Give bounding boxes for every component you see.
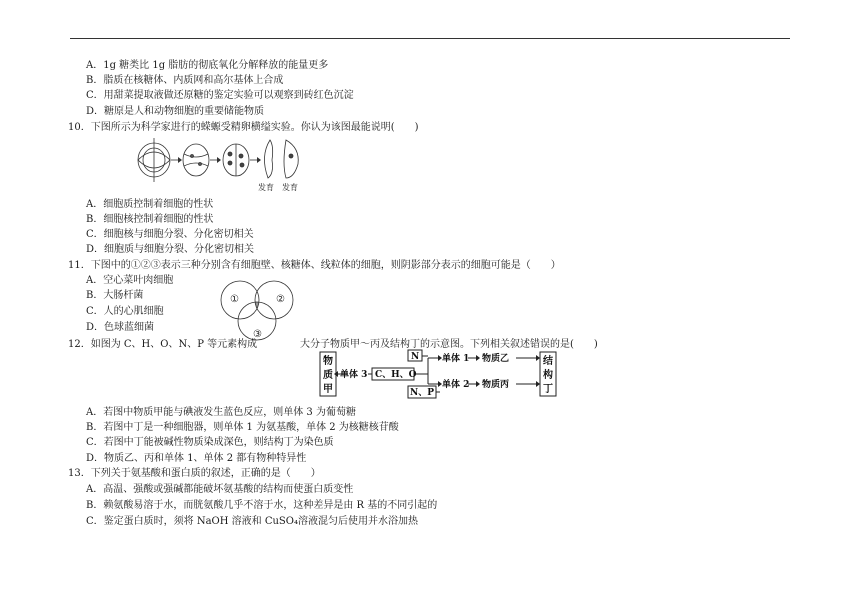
q10-option-d: D．细胞质与细胞分裂、分化密切相关 xyxy=(86,244,255,255)
q10-figure-salamander-egg xyxy=(134,134,314,192)
q13-option-b: B．赖氨酸易溶于水，而胱氨酸几乎不溶于水，这种差异是由 R 基的不同引起的 xyxy=(86,500,438,511)
q11-stem: 11．下图中的①②③表示三种分别含有细胞壁、核糖体、线粒体的细胞，则阴影部分表示的细胞可能是（ ） xyxy=(68,260,561,271)
q12-diagram xyxy=(318,348,558,400)
q9-option-b: B．脂质在核糖体、内质网和高尔基体上合成 xyxy=(86,75,284,86)
box-jia-char-2: 质 xyxy=(323,370,333,381)
label-danti2: 单体 2 xyxy=(442,380,470,390)
q11-option-c: C．人的心肌细胞 xyxy=(86,306,164,317)
q13-option-c: C．鉴定蛋白质时，须将 NaOH 溶液和 CuSO₄溶液混匀后使用并水浴加热 xyxy=(86,516,418,527)
q10-figure-label-1: 发育 xyxy=(258,183,274,192)
q11-option-a: A．空心菜叶肉细胞 xyxy=(86,275,174,286)
label-yi: 物质乙 xyxy=(482,354,510,364)
q12-option-c: C．若图中丁能被碱性物质染成深色，则结构丁为染色质 xyxy=(86,437,334,448)
egg-halves xyxy=(264,140,298,178)
q12-option-d: D．物质乙、丙和单体 1、单体 2 都有物种特异性 xyxy=(86,453,307,464)
egg-stage-1 xyxy=(138,138,170,182)
q10-option-a: A．细胞质控制着细胞的性状 xyxy=(86,199,214,210)
q13-stem: 13．下列关于氨基酸和蛋白质的叙述，正确的是（ ） xyxy=(68,468,321,479)
q10-figure-label-2: 发育 xyxy=(282,183,298,192)
egg-stage-3 xyxy=(223,144,249,176)
box-jia-char-1: 物 xyxy=(323,356,333,367)
q10-stem: 10．下图所示为科学家进行的蝾螈受精卵横缢实验。你认为该图最能说明( ) xyxy=(68,122,419,133)
q10-option-c: C．细胞核与细胞分裂、分化密切相关 xyxy=(86,229,254,240)
q12-option-a: A．若图中物质甲能与碘液发生蓝色反应，则单体 3 为葡萄糖 xyxy=(86,407,356,418)
q12-stem-right: 大分子物质甲～丙及结构丁的示意图。下列相关叙述错误的是( ) xyxy=(300,339,598,350)
q9-option-c: C．用甜菜提取液做还原糖的鉴定实验可以观察到砖红色沉淀 xyxy=(86,90,354,101)
q12-option-b: B．若图中丁是一种细胞器，则单体 1 为氨基酸，单体 2 为核糖核苷酸 xyxy=(86,422,399,433)
label-danti3: 单体 3 xyxy=(340,370,368,380)
q11-venn-diagram xyxy=(216,280,298,342)
venn-label-1: ① xyxy=(230,294,239,305)
q10-option-b: B．细胞核控制着细胞的性状 xyxy=(86,214,214,225)
venn-label-3: ③ xyxy=(253,329,262,340)
q9-option-a: A．1g 糖类比 1g 脂肪的彻底氧化分解释放的能量更多 xyxy=(86,60,329,71)
label-cho: C、H、O xyxy=(375,370,417,380)
q12-stem-left: 12．如图为 C、H、O、N、P 等元素构成 xyxy=(68,339,258,350)
box-ding-char-1: 结 xyxy=(543,356,553,367)
top-rule xyxy=(70,38,790,39)
q13-option-a: A．高温、强酸或强碱都能破坏氨基酸的结构而使蛋白质变性 xyxy=(86,484,354,495)
box-ding-char-3: 丁 xyxy=(543,384,553,395)
q11-option-b: B．大肠杆菌 xyxy=(86,290,144,301)
box-ding-char-2: 构 xyxy=(543,370,553,381)
label-n: N xyxy=(411,352,420,362)
egg-stage-2 xyxy=(183,144,209,176)
q9-option-d: D．糖原是人和动物细胞的重要储能物质 xyxy=(86,106,265,117)
box-jia-char-3: 甲 xyxy=(323,384,333,395)
label-bing: 物质丙 xyxy=(482,380,510,390)
venn-label-2: ② xyxy=(276,294,285,305)
label-danti1: 单体 1 xyxy=(442,354,470,364)
q11-option-d: D．色球蓝细菌 xyxy=(86,322,155,333)
label-np: N、P xyxy=(410,388,434,398)
